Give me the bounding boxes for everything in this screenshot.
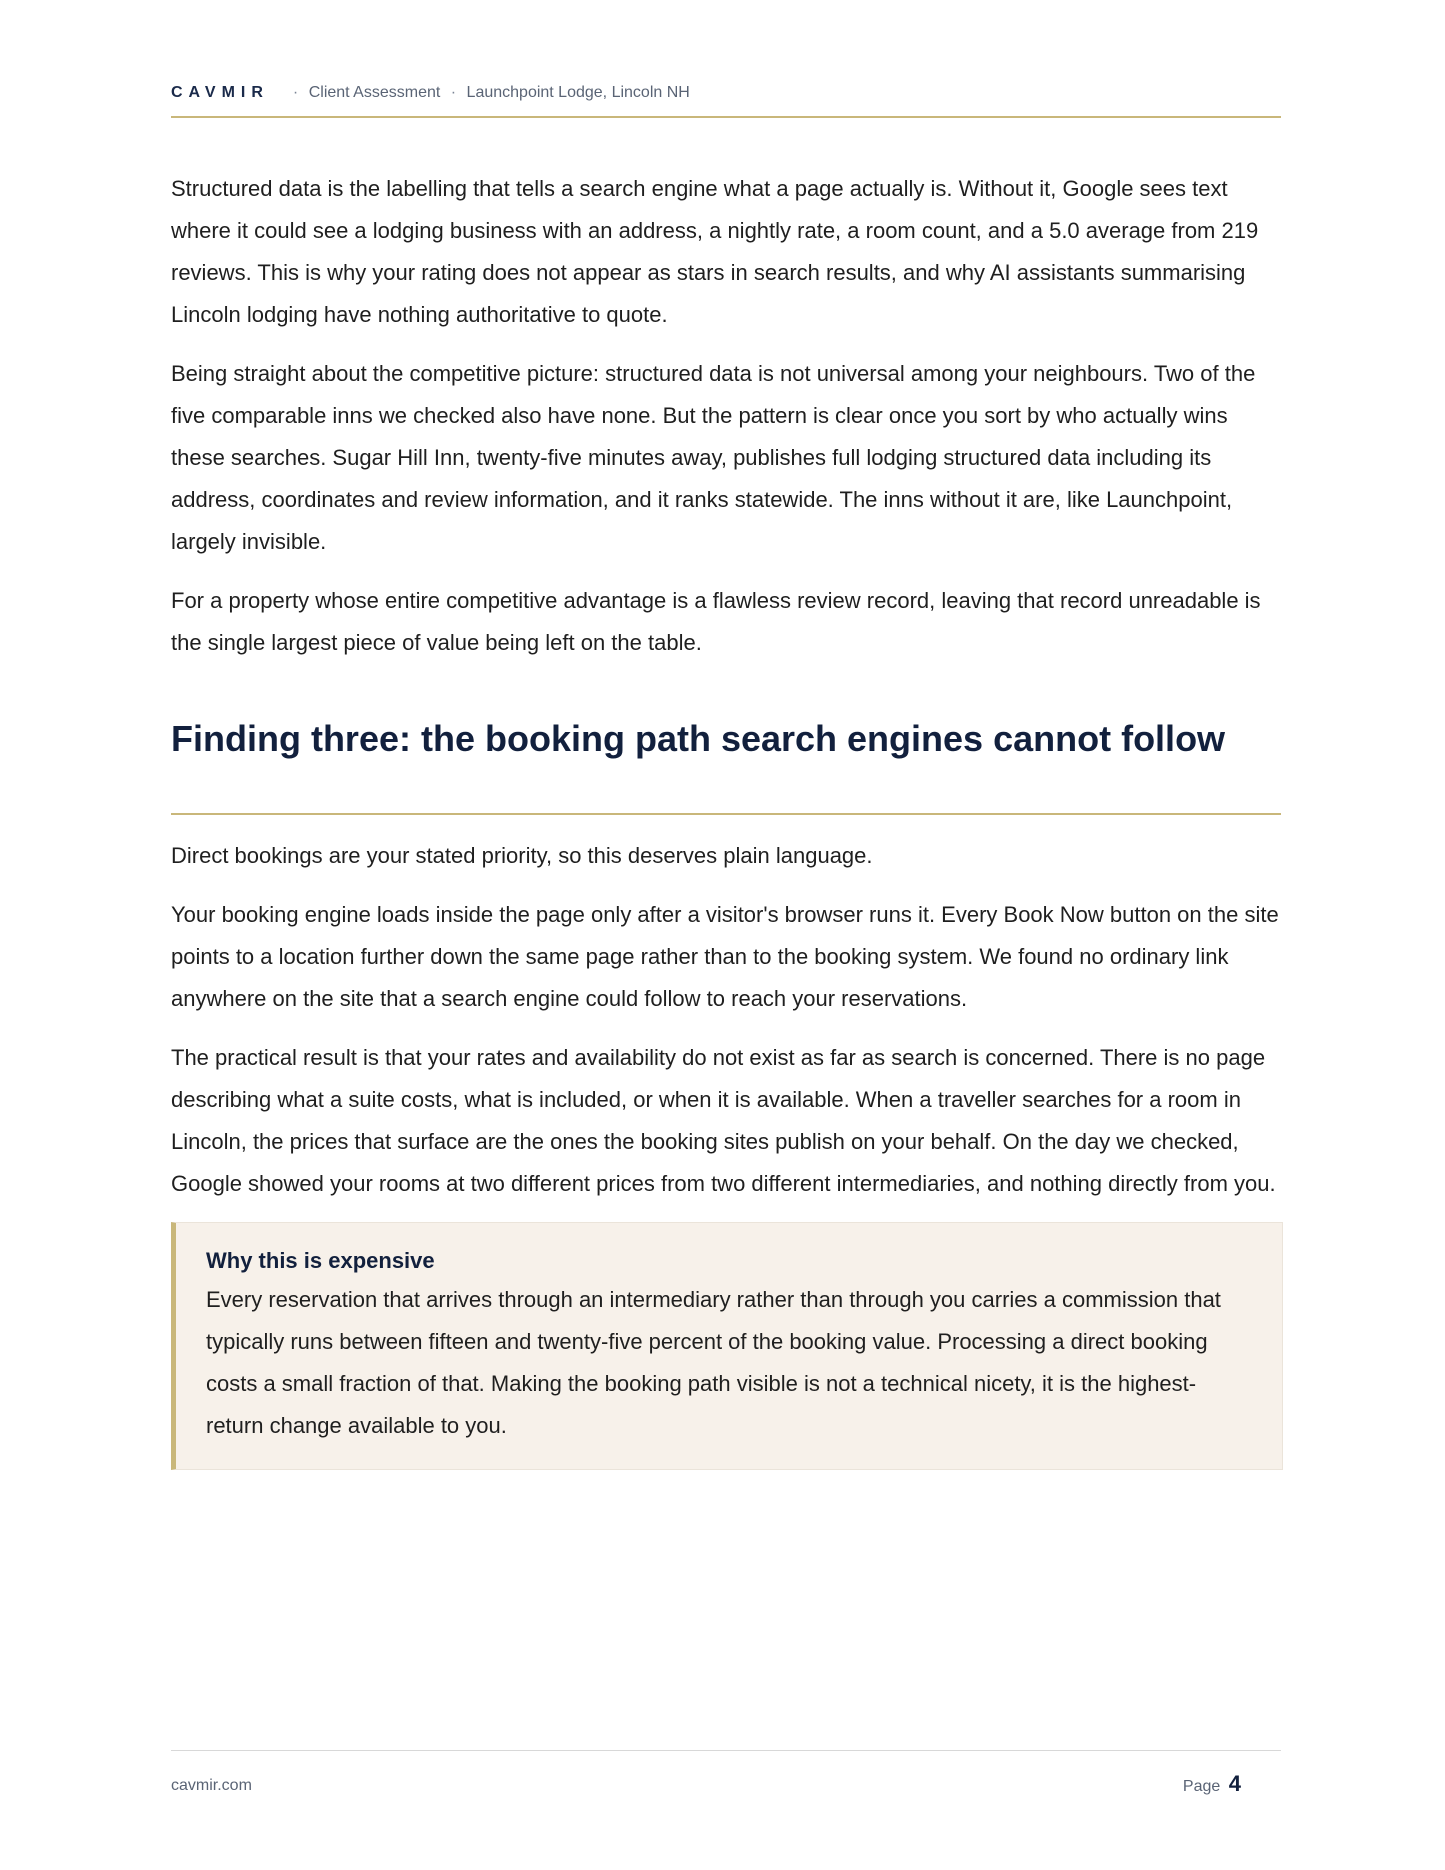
callout-title: Why this is expensive <box>206 1248 435 1273</box>
header-separator: · <box>292 84 299 101</box>
section-heading: Finding three: the booking path search engines cannot follow <box>171 716 1281 815</box>
body-paragraph: The practical result is that your rates and availability do not exist as far as search is concerned. There is no page describing what a suite costs, what is included, or when it is available. When a traveller searches for a room in Lincoln, the prices that surface are the ones the booking sites publish on your behalf. On the day we checked, Google showed your rooms at two different prices from two different intermediaries, and nothing directly from you. <box>171 1045 1276 1196</box>
page-content <box>171 168 1281 1470</box>
document-page <box>171 0 1281 1870</box>
callout-body: Every reservation that arrives through an intermediary rather than through you carries a commission that typically runs between fifteen and twenty-five percent of the booking value. Processing a direct booking costs a small fraction of that. Making the booking path visible is not a technical nicety, it is the highest-return change available to you. <box>206 1287 1221 1438</box>
body-paragraph: Structured data is the labelling that tells a search engine what a page actually is. Without it, Google sees text where it could see a lodging business with an address, a nightly rate, a room count, and a 5.0 average from 219 reviews. This is why your rating does not appear as stars in search results, and why AI assistants summarising Lincoln lodging have nothing authoritative to quote. <box>171 176 1259 327</box>
client-name: Launchpoint Lodge, Lincoln NH <box>466 84 690 101</box>
body-paragraph: For a property whose entire competitive advantage is a flawless review record, leaving that record unreadable is the single largest piece of value being left on the table. <box>171 588 1261 655</box>
page-footer <box>171 1750 1281 1811</box>
footer-site-link[interactable]: cavmir.com <box>171 1777 252 1794</box>
page-label: Page <box>1182 1778 1221 1795</box>
body-paragraph: Being straight about the competitive picture: structured data is not universal among your neighbours. Two of the five comparable inns we checked also have none. But the pattern is clear once you sort by who actually wins these searches. Sugar Hill Inn, twenty-five minutes away, publishes full lodging structured data including its address, coordinates and review information, and it ranks statewide. The inns without it are, like Launchpoint, largely invisible. <box>171 361 1256 554</box>
body-paragraph: Direct bookings are your stated priority, so this deserves plain language. <box>171 843 873 868</box>
page-number: 4 <box>1228 1771 1241 1796</box>
header-meta <box>287 84 690 102</box>
brand-logo-text: CAVMIR <box>171 84 269 101</box>
callout-box <box>171 1222 1283 1470</box>
body-paragraph: Your booking engine loads inside the page only after a visitor's browser runs it. Every Book Now button on the site points to a location further down the same page rather than to the booking system. We found no ordinary link anywhere on the site that a search engine could follow to reach your reservations. <box>171 902 1279 1011</box>
document-type: Client Assessment <box>308 84 441 101</box>
page-indicator <box>1183 1771 1241 1797</box>
page-header <box>171 84 1281 118</box>
header-separator: · <box>450 84 457 101</box>
